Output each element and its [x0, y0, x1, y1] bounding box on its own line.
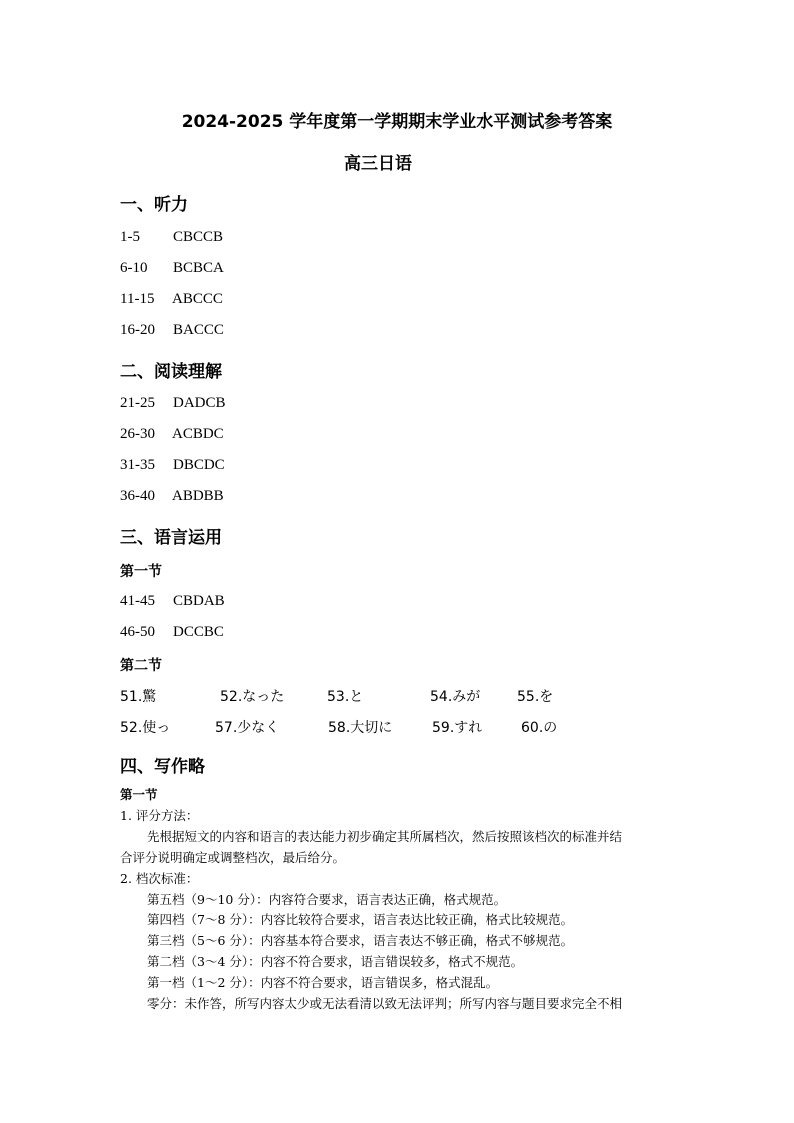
fill-in-answer: 58.大切に — [328, 720, 393, 736]
reading-row — [120, 457, 225, 474]
writing-heading: 四、写作略 — [120, 757, 205, 777]
reading-row — [120, 488, 224, 505]
question-range: 16-20 — [120, 322, 155, 338]
answer-key: BCBCA — [173, 260, 224, 276]
listening-row — [120, 229, 223, 246]
scoring-method-label: 1. 评分方法： — [120, 808, 199, 823]
writing-section-1-label: 第一节 — [120, 787, 158, 802]
fill-in-answer: 60.の — [521, 720, 558, 736]
reading-row — [120, 395, 226, 412]
document-title: 2024-2025 学年度第一学期期末学业水平测试参考答案 — [181, 112, 613, 132]
language-use-row — [120, 593, 225, 610]
fill-in-answer: 57.少なく — [215, 720, 280, 736]
reading-row — [120, 426, 224, 443]
answer-key: CBDAB — [173, 593, 225, 609]
listening-row — [120, 322, 224, 339]
question-range: 46-50 — [120, 624, 155, 640]
question-range: 11-15 — [120, 291, 155, 307]
answer-key: DBCDC — [173, 457, 225, 473]
section-1-label: 第一节 — [120, 564, 162, 580]
fill-in-answer: 53.と — [327, 689, 364, 705]
language-use-heading: 三、语言运用 — [120, 528, 222, 548]
answer-key: DADCB — [173, 395, 226, 411]
fill-in-answer: 52.使っ — [120, 720, 171, 736]
listening-heading: 一、听力 — [120, 195, 188, 215]
language-use-row — [120, 624, 224, 641]
grade-level: 零分：未作答，所写内容太少或无法看清以致无法评判；所写内容与题目要求完全不相 — [147, 996, 623, 1011]
listening-row — [120, 260, 224, 277]
answer-key: DCCBC — [173, 624, 224, 640]
fill-in-answer: 54.みが — [430, 689, 481, 705]
answer-key: ABCCC — [172, 291, 223, 307]
scoring-method-text: 先根据短文的内容和语言的表达能力初步确定其所属档次，然后按照该档次的标准并结 — [147, 829, 623, 844]
fill-in-answer: 52.なった — [220, 689, 285, 705]
grade-level: 第三档（5～6 分）：内容基本符合要求，语言表达不够正确，格式不够规范。 — [147, 933, 574, 948]
answer-key: ABDBB — [172, 488, 224, 504]
fill-in-answer: 59.すれ — [432, 720, 483, 736]
question-range: 6-10 — [120, 260, 148, 276]
question-range: 1-5 — [120, 229, 140, 245]
question-range: 31-35 — [120, 457, 155, 473]
question-range: 21-25 — [120, 395, 155, 411]
answer-key: BACCC — [173, 322, 224, 338]
grade-level: 第二档（3～4 分）：内容不符合要求，语言错误较多，格式不规范。 — [147, 954, 524, 969]
grade-level: 第一档（1～2 分）：内容不符合要求，语言错误多，格式混乱。 — [147, 975, 499, 990]
answer-key: CBCCB — [173, 229, 224, 245]
answer-key: ACBDC — [172, 426, 224, 442]
question-range: 26-30 — [120, 426, 155, 442]
grade-criteria-label: 2. 档次标准： — [120, 871, 199, 886]
reading-heading: 二、阅读理解 — [120, 362, 222, 382]
grade-level: 第五档（9～10 分）：内容符合要求，语言表达正确，格式规范。 — [147, 892, 507, 907]
section-2-label: 第二节 — [120, 658, 162, 674]
question-range: 41-45 — [120, 593, 155, 609]
grade-level: 第四档（7～8 分）：内容比较符合要求，语言表达比较正确，格式比较规范。 — [147, 912, 574, 927]
document-subtitle: 高三日语 — [344, 154, 412, 174]
scoring-method-text: 合评分说明确定或调整档次，最后给分。 — [120, 850, 346, 865]
question-range: 36-40 — [120, 488, 155, 504]
fill-in-answer: 51.驚 — [120, 689, 157, 705]
listening-row — [120, 291, 223, 308]
fill-in-answer: 55.を — [517, 689, 554, 705]
